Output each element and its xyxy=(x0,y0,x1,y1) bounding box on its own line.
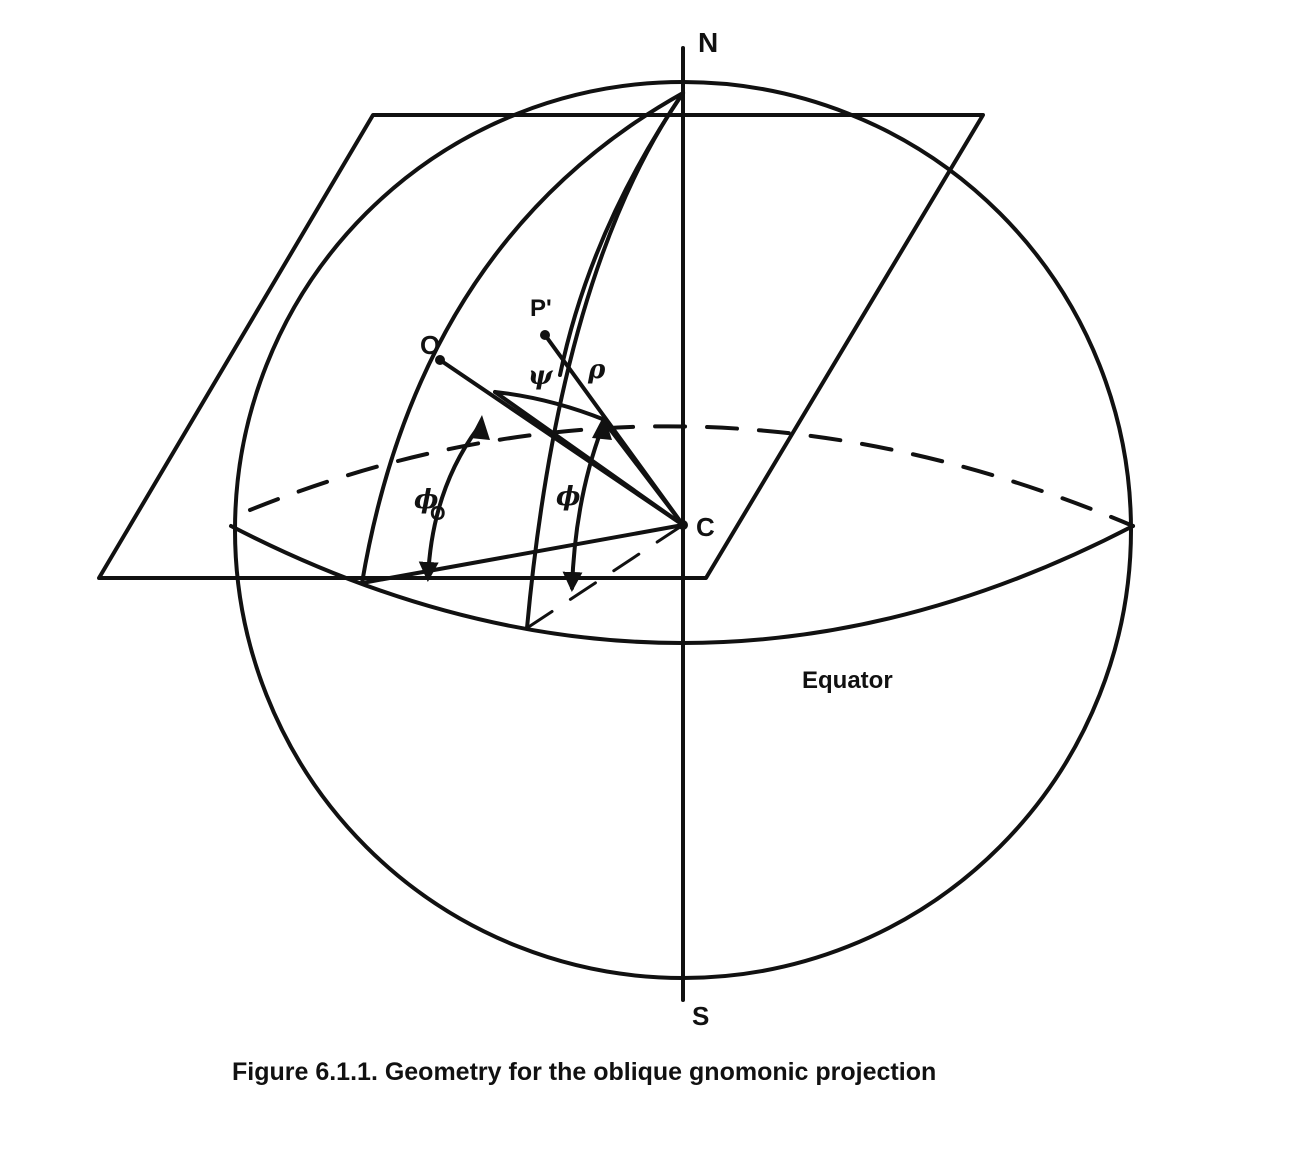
radius-c-equator-o xyxy=(362,525,683,583)
label-p-prime: P' xyxy=(530,295,552,322)
point-c xyxy=(678,520,688,530)
label-psi: ψ xyxy=(528,361,553,391)
label-center: C xyxy=(696,512,715,542)
label-phi-o-subscript: O xyxy=(430,503,446,525)
phi-o-arrowhead-top xyxy=(470,415,490,440)
label-south: S xyxy=(692,1001,710,1031)
label-phi-o: ϕ xyxy=(414,485,439,515)
label-rho: ρ xyxy=(588,355,606,385)
label-phi: ϕ xyxy=(556,482,581,512)
label-north: N xyxy=(698,27,719,58)
point-p-prime xyxy=(540,330,550,340)
equator-back xyxy=(250,426,1133,526)
label-o: O xyxy=(420,330,441,360)
figure-caption: Figure 6.1.1. Geometry for the oblique gnomonic projection xyxy=(232,1058,937,1086)
radius-c-p xyxy=(603,420,683,525)
meridian-through-o xyxy=(362,93,683,583)
label-equator: Equator xyxy=(802,667,893,694)
